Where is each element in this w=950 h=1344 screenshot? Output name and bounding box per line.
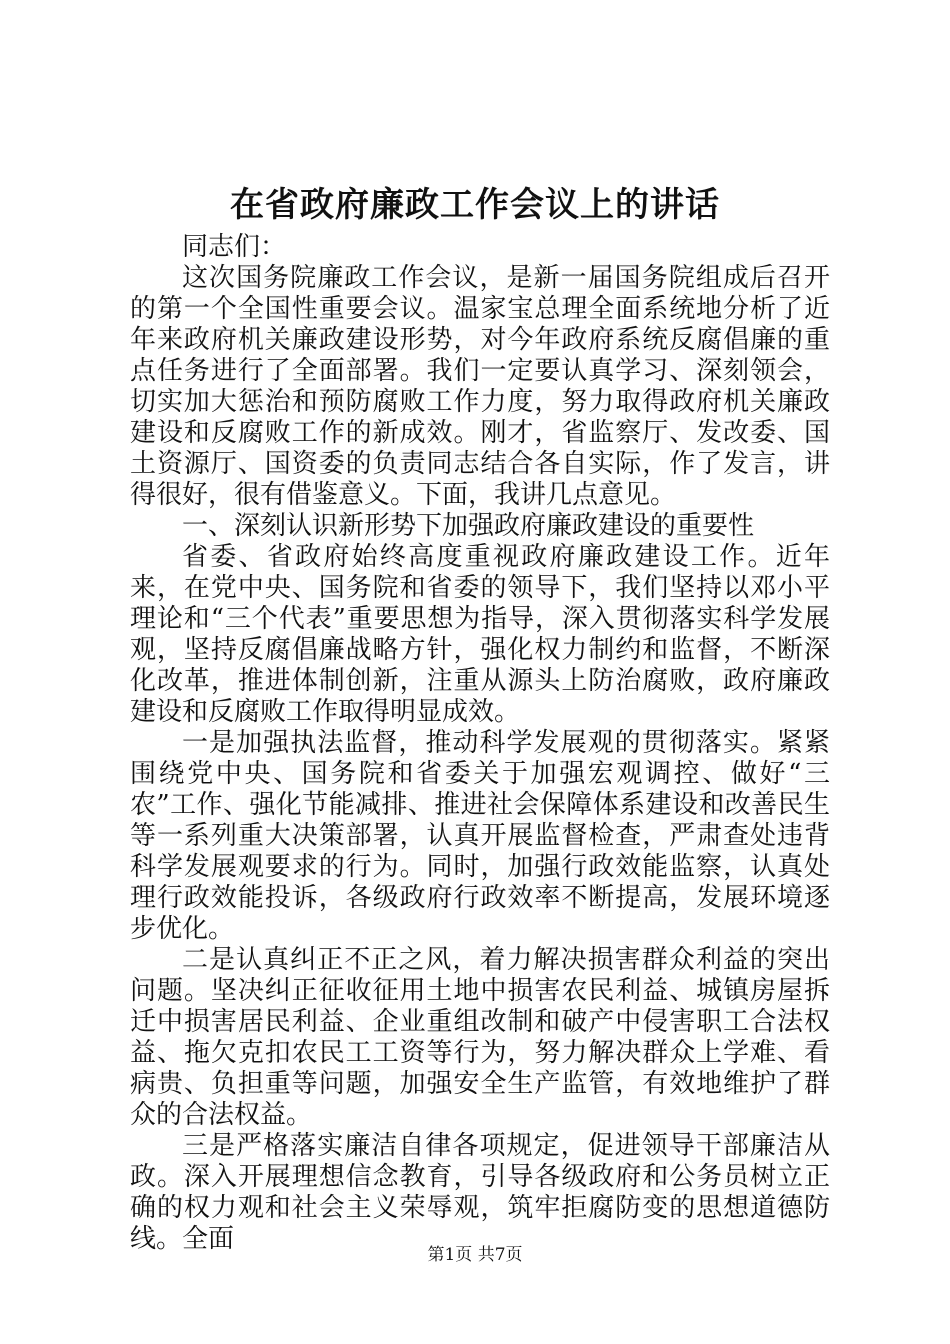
section-heading: 一、深刻认识新形势下加强政府廉政建设的重要性 bbox=[182, 511, 755, 541]
body-paragraph: 三是严格落实廉洁自律各项规定，促进领导干部廉洁从政。深入开展理想信念教育，引导各级政府和公务员树立正确的权力观和社会主义荣辱观，筑牢拒腐防变的思想道德防线。全面 bbox=[130, 1131, 830, 1254]
body-paragraph: 这次国务院廉政工作会议，是新一届国务院组成后召开的第一个全国性重要会议。温家宝总理全面系统地分析了近年来政府机关廉政建设形势，对今年政府系统反腐倡廉的重点任务进行了全面部署。我们一定要认真学习、深刻领会，切实加大惩治和预防腐败工作力度，努力取得政府机关廉政建设和反腐败工作的新成效。刚才，省监察厅、发改委、国土资源厅、国资委的负责同志结合各自实际，作了发言，讲得很好，很有借鉴意义。下面，我讲几点意见。 bbox=[130, 263, 830, 510]
body-paragraph: 二是认真纠正不正之风，着力解决损害群众利益的突出问题。坚决纠正征收征用土地中损害农民利益、城镇房屋拆迁中损害居民利益、企业重组改制和破产中侵害职工合法权益、拖欠克扣农民工工资等行为，努力解决群众上学难、看病贵、负担重等问题，加强安全生产监管，有效地维护了群众的合法权益。 bbox=[130, 945, 830, 1130]
body-paragraph: 省委、省政府始终高度重视政府廉政建设工作。近年来，在党中央、国务院和省委的领导下，我们坚持以邓小平理论和“三个代表”重要思想为指导，深入贯彻落实科学发展观，坚持反腐倡廉战略方针，强化权力制约和监督，不断深化改革，推进体制创新，注重从源头上防治腐败，政府廉政建设和反腐败工作取得明显成效。 bbox=[130, 542, 830, 727]
body-paragraph: 一是加强执法监督，推动科学发展观的贯彻落实。紧紧围绕党中央、国务院和省委关于加强宏观调控、做好“三农”工作、强化节能减排、推进社会保障体系建设和改善民生等一系列重大决策部署，认真开展监督检查，严肃查处违背科学发展观要求的行为。同时，加强行政效能监察，认真处理行政效能投诉，各级政府行政效率不断提高，发展环境逐步优化。 bbox=[130, 728, 830, 944]
salutation-paragraph: 同志们： bbox=[182, 232, 287, 262]
page-title: 在省政府廉政工作会议上的讲话 bbox=[230, 185, 720, 225]
document-body bbox=[130, 232, 830, 1255]
page-footer: 第1页 共7页 bbox=[427, 1245, 523, 1265]
